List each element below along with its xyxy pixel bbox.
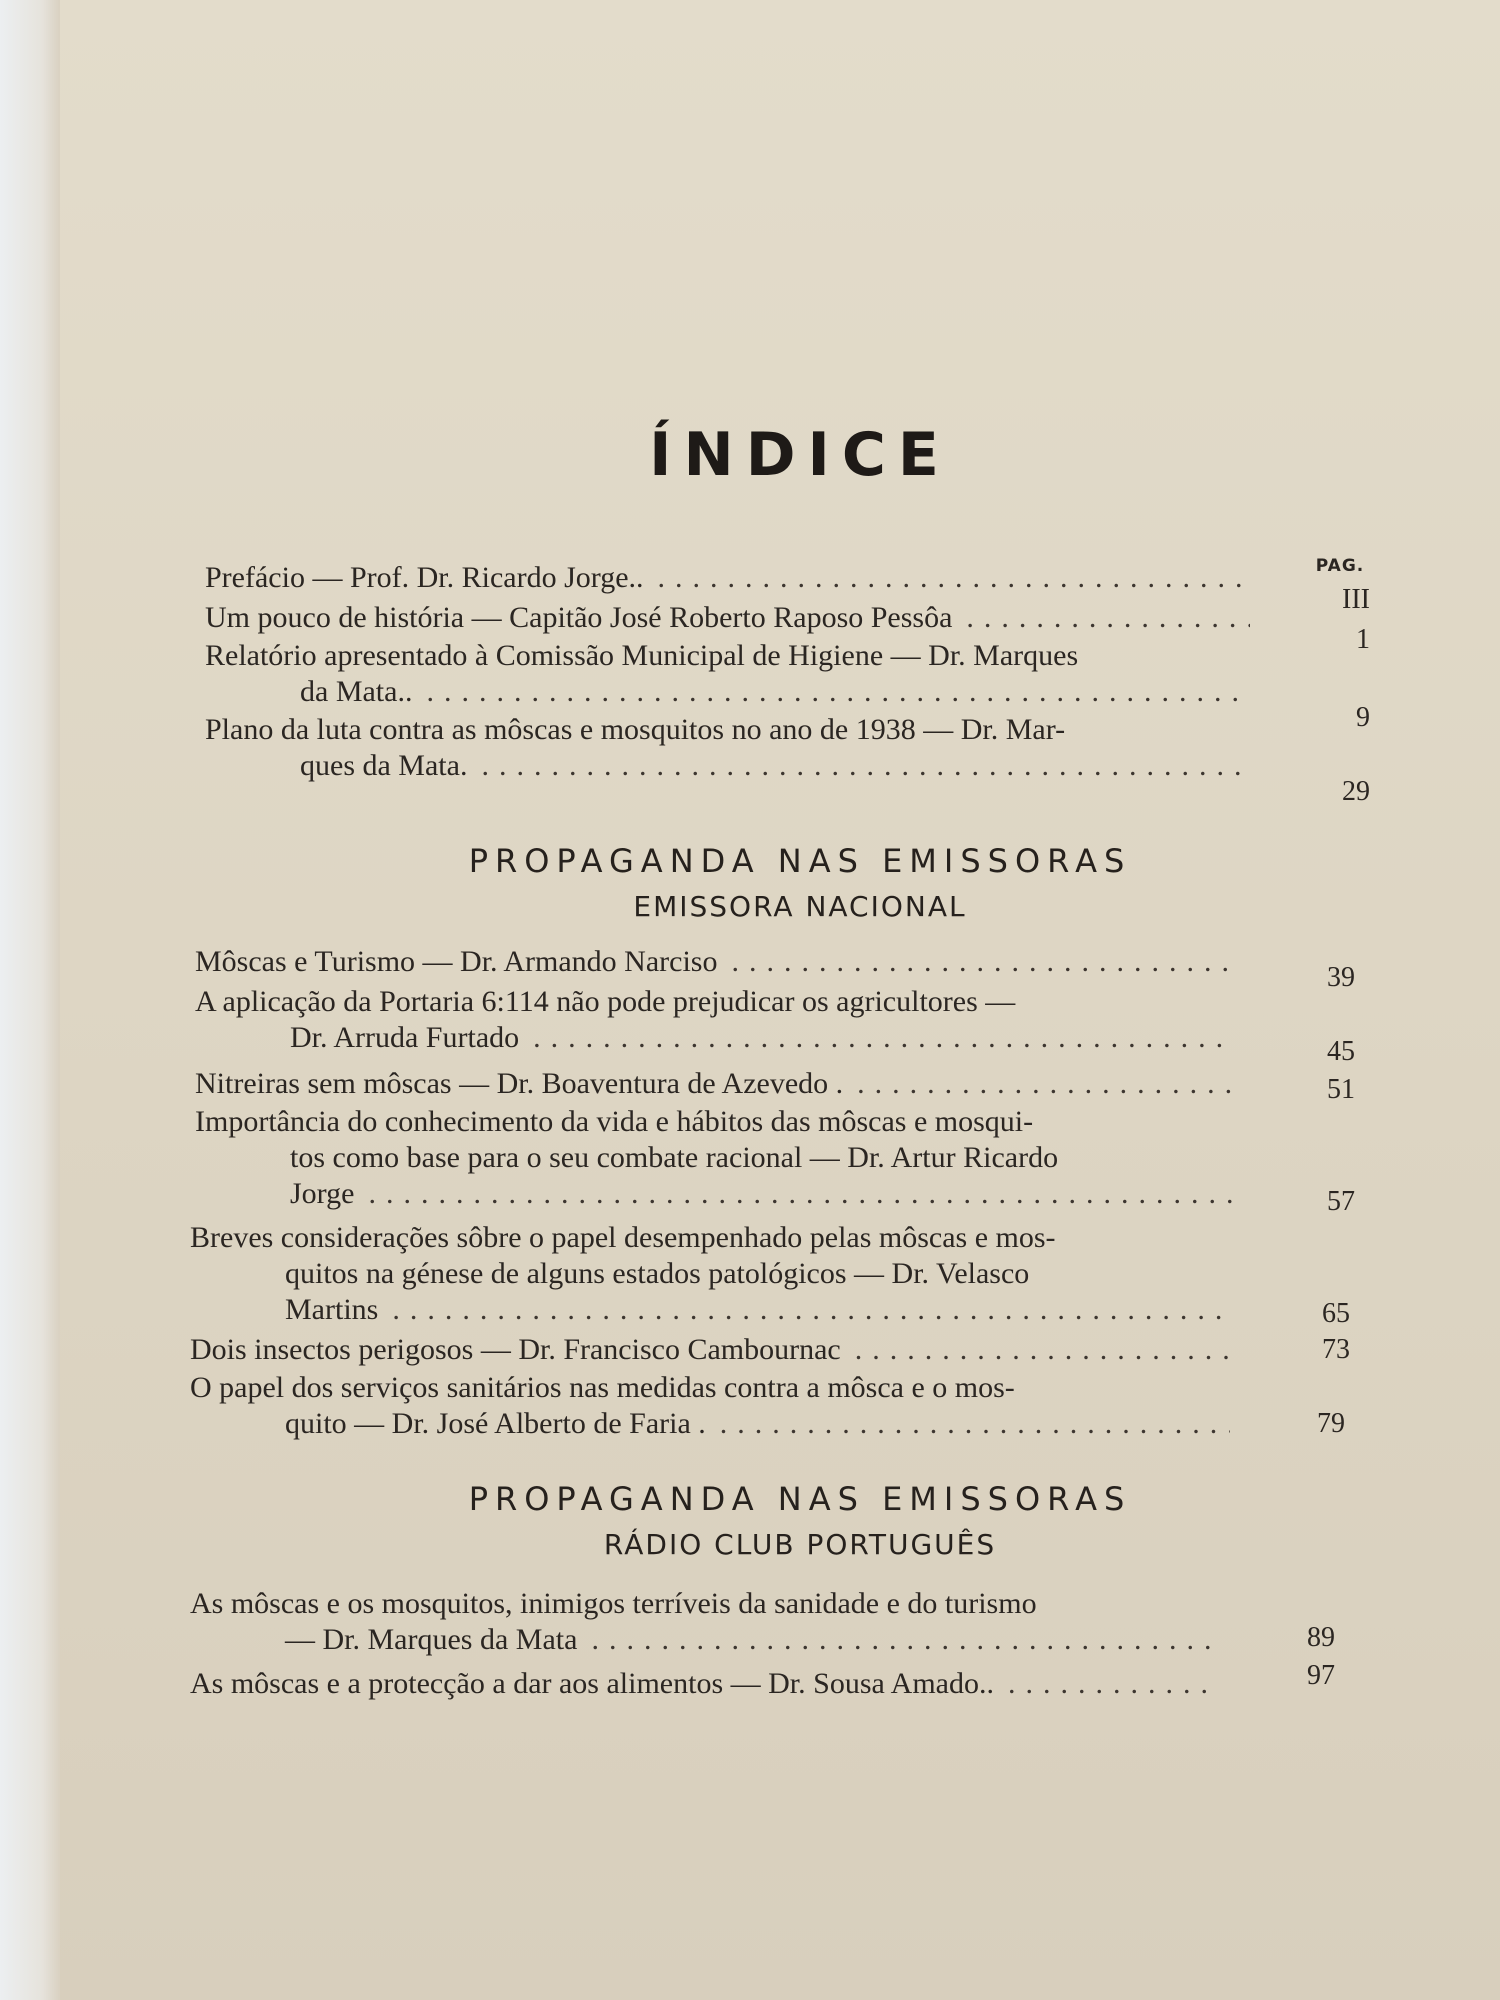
toc-entry-text: — Dr. Marques da Mata [285,1623,578,1656]
toc-entry-text: Breves considerações sôbre o papel desempenhado pelas môscas e mos- [190,1221,1056,1254]
toc-entry [195,984,1235,1056]
page-title: ÍNDICE [649,420,951,490]
toc-entry [190,1370,1230,1442]
toc-entry-text: da Mata.. [300,675,413,708]
toc-entry [205,712,1250,784]
toc-page-number: 73 [1322,1334,1350,1365]
toc-entry-text: Um pouco de história — Capitão José Roberto Raposo Pessôa [205,601,953,634]
toc-page-number: 65 [1322,1298,1350,1329]
dot-leader [426,674,1250,710]
section-subheading: RÁDIO CLUB PORTUGUÊS [603,1528,997,1561]
toc-entry [195,1066,1235,1102]
toc-page-number: 57 [1327,1186,1355,1217]
toc-entry [205,600,1250,636]
toc-entry-text: As môscas e os mosquitos, inimigos terríveis da sanidade e do turismo [190,1587,1037,1620]
toc-page-number: 1 [1356,624,1370,655]
toc-entry-text: Jorge [290,1177,355,1210]
page-column-label: PAG. [1315,556,1365,576]
toc-entry-text: tos como base para o seu combate racional — Dr. Artur Ricardo [290,1141,1059,1174]
toc-entry [205,560,1250,596]
toc-entry [195,944,1235,980]
dot-leader [533,1020,1235,1056]
section-heading: PROPAGANDA NAS EMISSORAS [468,842,1132,880]
dot-leader [481,748,1250,784]
toc-page-number: 45 [1327,1036,1355,1067]
dot-leader [857,1066,1235,1102]
section-heading: PROPAGANDA NAS EMISSORAS [468,1480,1132,1518]
toc-entry [190,1220,1230,1328]
toc-entry [195,1104,1235,1212]
section-subheading: EMISSORA NACIONAL [633,890,967,923]
dot-leader [368,1176,1235,1212]
toc-entry [205,638,1250,710]
dot-leader [720,1406,1230,1442]
toc-entry-text: As môscas e a protecção a dar aos alimentos — Dr. Sousa Amado.. [190,1667,994,1700]
toc-entry [190,1586,1220,1658]
toc-entry-text: Môscas e Turismo — Dr. Armando Narciso [195,945,718,978]
toc-entry-text: Plano da luta contra as môscas e mosquitos no ano de 1938 — Dr. Mar- [205,713,1066,746]
toc-entry-text: quito — Dr. José Alberto de Faria . [285,1407,706,1440]
toc-entry [190,1332,1230,1368]
dot-leader [1008,1666,1220,1702]
toc-page-number: 51 [1327,1074,1355,1105]
dot-leader [392,1292,1230,1328]
toc-page-number: III [1342,584,1370,615]
dot-leader [731,944,1235,980]
page-edge [0,0,60,2000]
toc-entry-text: Dois insectos perigosos — Dr. Francisco Cambournac [190,1333,841,1366]
toc-page-number: 39 [1327,962,1355,993]
toc-entry [190,1666,1220,1702]
toc-entry-text: quitos na génese de alguns estados patológicos — Dr. Velasco [285,1257,1030,1290]
toc-entry-text: ques da Mata. [300,749,468,782]
toc-page-number: 97 [1307,1660,1335,1691]
toc-page-number: 29 [1342,776,1370,807]
toc-entry-text: Prefácio — Prof. Dr. Ricardo Jorge.. [205,561,644,594]
toc-entry-text: A aplicação da Portaria 6:114 não pode prejudicar os agricultores — [195,985,1016,1018]
toc-entry-text: O papel dos serviços sanitários nas medidas contra a môsca e o mos- [190,1371,1015,1404]
dot-leader [591,1622,1220,1658]
toc-page-number: 79 [1317,1408,1345,1439]
toc-page-number: 9 [1356,702,1370,733]
toc-entry-text: Importância do conhecimento da vida e hábitos das môscas e mosqui- [195,1105,1034,1138]
toc-page-number: 89 [1307,1622,1335,1653]
dot-leader [658,560,1250,596]
dot-leader [855,1332,1230,1368]
dot-leader [966,600,1250,636]
toc-entry-text: Martins [285,1293,379,1326]
toc-entry-text: Nitreiras sem môscas — Dr. Boaventura de Azevedo . [195,1067,844,1100]
toc-entry-text: Relatório apresentado à Comissão Municipal de Higiene — Dr. Marques [205,639,1079,672]
toc-entry-text: Dr. Arruda Furtado [290,1021,520,1054]
